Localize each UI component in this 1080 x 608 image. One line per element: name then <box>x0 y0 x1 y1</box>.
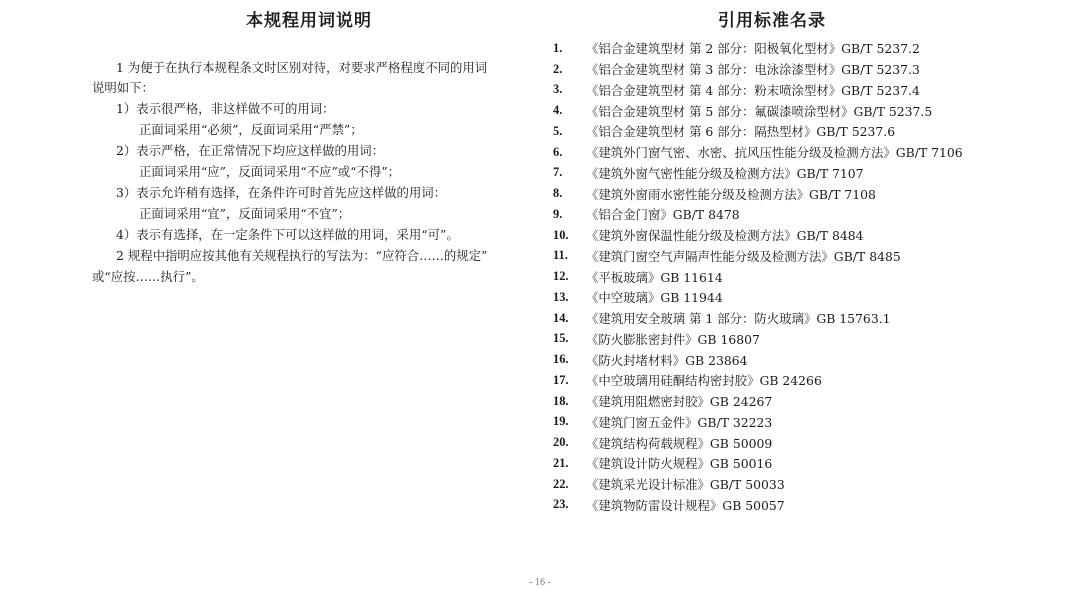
reference-item <box>553 142 963 163</box>
referenced-standards-list <box>553 38 963 515</box>
reference-item <box>553 412 963 433</box>
item-2-desc: 2）表示严格，在正常情况下均应这样做的用词： <box>116 143 385 158</box>
clause-1-line-2: 说明如下： <box>92 80 154 95</box>
reference-item <box>553 100 963 121</box>
reference-text: 《中空玻璃》GB 11944 <box>586 290 723 306</box>
reference-number: 23. <box>553 497 569 512</box>
reference-text: 《建筑门窗空气声隔声性能分级及检测方法》GB/T 8485 <box>586 248 901 264</box>
reference-number: 21. <box>553 455 569 470</box>
reference-number: 17. <box>553 372 569 387</box>
reference-item <box>553 370 963 391</box>
reference-item <box>553 349 963 370</box>
item-1-words: 正面词采用“必须”，反面词采用“严禁”； <box>139 122 363 137</box>
reference-number: 20. <box>553 435 569 450</box>
reference-item <box>553 38 963 59</box>
reference-item <box>553 225 963 246</box>
reference-text: 《中空玻璃用硅酮结构密封胶》GB 24266 <box>586 373 822 389</box>
reference-number: 7. <box>553 165 563 180</box>
reference-text: 《建筑外窗雨水密性能分级及检测方法》GB/T 7108 <box>586 186 876 202</box>
reference-text: 《建筑用安全玻璃 第 1 部分：防火玻璃》GB 15763.1 <box>586 311 891 327</box>
reference-text: 《建筑外门窗气密、水密、抗风压性能分级及检测方法》GB/T 7106 <box>586 145 963 161</box>
usage-explanation-title: 本规程用词说明 <box>246 11 372 31</box>
reference-number: 3. <box>553 82 563 97</box>
referenced-standards-title: 引用标准名录 <box>718 11 826 31</box>
reference-text: 《建筑物防雷设计规程》GB 50057 <box>586 497 785 513</box>
reference-item <box>553 308 963 329</box>
clause-2-line-2: 或“应按……执行”。 <box>92 269 204 284</box>
reference-text: 《防火膨胀密封件》GB 16807 <box>586 331 760 347</box>
reference-number: 8. <box>553 186 563 201</box>
reference-item <box>553 163 963 184</box>
reference-number: 6. <box>553 144 563 159</box>
reference-number: 2. <box>553 61 563 76</box>
reference-text: 《建筑结构荷载规程》GB 50009 <box>586 435 773 451</box>
reference-item <box>553 453 963 474</box>
reference-number: 5. <box>553 123 563 138</box>
reference-item <box>553 329 963 350</box>
item-2-words: 正面词采用“应”，反面词采用“不应”或“不得”； <box>139 164 401 179</box>
reference-number: 13. <box>553 289 569 304</box>
reference-text: 《铝合金建筑型材 第 6 部分：隔热型材》GB/T 5237.6 <box>586 124 896 140</box>
reference-item <box>553 432 963 453</box>
reference-number: 18. <box>553 393 569 408</box>
reference-number: 19. <box>553 414 569 429</box>
reference-text: 《建筑外窗保温性能分级及检测方法》GB/T 8484 <box>586 228 864 244</box>
reference-item <box>553 474 963 495</box>
item-4-desc: 4）表示有选择，在一定条件下可以这样做的用词，采用“可”。 <box>116 227 459 242</box>
reference-text: 《铝合金建筑型材 第 3 部分：电泳涂漆型材》GB/T 5237.3 <box>586 62 920 78</box>
reference-text: 《建筑设计防火规程》GB 50016 <box>586 456 773 472</box>
reference-number: 14. <box>553 310 569 325</box>
item-1-desc: 1）表示很严格，非这样做不可的用词： <box>116 101 335 116</box>
clause-1-line-1: 1 为便于在执行本规程条文时区别对待，对要求严格程度不同的用词 <box>116 60 488 75</box>
reference-text: 《铝合金建筑型材 第 5 部分：氟碳漆喷涂型材》GB/T 5237.5 <box>586 103 933 119</box>
reference-item <box>553 59 963 80</box>
reference-item <box>553 80 963 101</box>
reference-number: 1. <box>553 40 563 55</box>
reference-item <box>553 495 963 516</box>
reference-text: 《防火封堵材料》GB 23864 <box>586 352 748 368</box>
reference-number: 10. <box>553 227 569 242</box>
clause-2-line-1: 2 规程中指明应按其他有关规程执行的写法为：“应符合……的规定” <box>116 248 488 263</box>
reference-number: 16. <box>553 352 569 367</box>
reference-number: 15. <box>553 331 569 346</box>
reference-item <box>553 204 963 225</box>
reference-text: 《铝合金建筑型材 第 4 部分：粉末喷涂型材》GB/T 5237.4 <box>586 82 920 98</box>
reference-text: 《建筑采光设计标准》GB/T 50033 <box>586 477 785 493</box>
reference-number: 12. <box>553 269 569 284</box>
reference-item <box>553 121 963 142</box>
reference-item <box>553 287 963 308</box>
page-number: - 16 - <box>529 577 551 588</box>
item-3-words: 正面词采用“宜”，反面词采用“不宜”； <box>139 206 351 221</box>
reference-text: 《建筑外窗气密性能分级及检测方法》GB/T 7107 <box>586 165 864 181</box>
reference-number: 22. <box>553 476 569 491</box>
reference-number: 11. <box>553 248 568 263</box>
reference-text: 《铝合金建筑型材 第 2 部分：阳极氧化型材》GB/T 5237.2 <box>586 41 920 57</box>
reference-number: 9. <box>553 206 563 221</box>
item-3-desc: 3）表示允许稍有选择，在条件许可时首先应这样做的用词： <box>116 185 447 200</box>
reference-number: 4. <box>553 103 563 118</box>
reference-item <box>553 391 963 412</box>
reference-text: 《铝合金门窗》GB/T 8478 <box>586 207 740 223</box>
reference-item <box>553 266 963 287</box>
reference-item <box>553 246 963 267</box>
reference-text: 《建筑门窗五金件》GB/T 32223 <box>586 414 773 430</box>
reference-item <box>553 183 963 204</box>
reference-text: 《建筑用阻燃密封胶》GB 24267 <box>586 394 773 410</box>
reference-text: 《平板玻璃》GB 11614 <box>586 269 723 285</box>
